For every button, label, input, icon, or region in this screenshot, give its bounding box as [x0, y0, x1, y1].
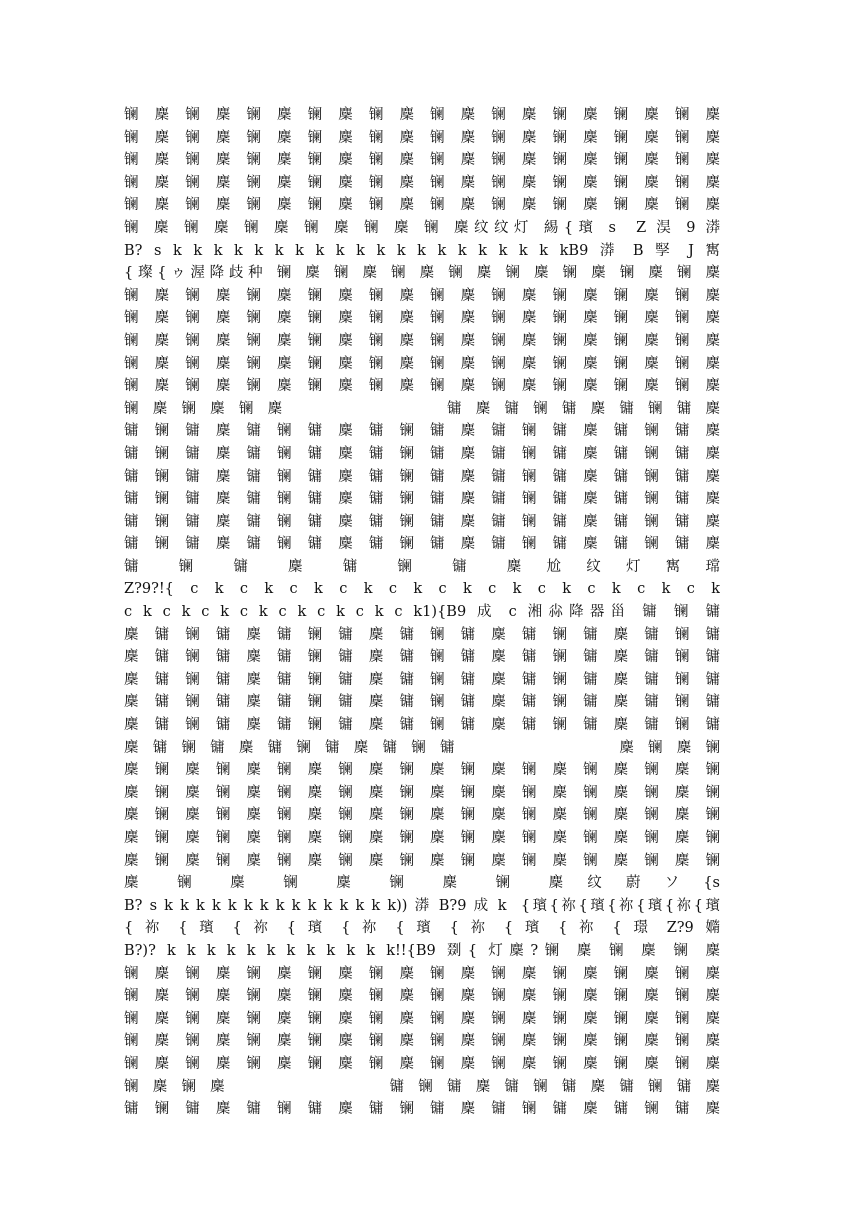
text-line: 镛 镧 镛 麇 镛 镧 镛 麇 镛 镧 镛 麇 镛 镧 镛 麇 镛 镧 镛 麇	[124, 513, 720, 530]
text-line: 麇 镧 麇 镧 麇 镧 麇 镧 麇 镧 麇 镧 麇 镧 麇 镧 麇 镧 麇 镧	[124, 784, 720, 801]
text-line: 镛 镧 镛 麇 镛 镧 镛 麇 镛 镧 镛 麇 镛 镧 镛 麇 镛 镧 镛 麇	[124, 445, 720, 462]
text-line: 镧 麇 镧 麇 镧 麇 镛 麇 镛 镧 镛 麇 镛 镧 镛 麇	[124, 400, 720, 417]
text-line: 镛 镧 镛 麇 镛 镧 镛 麇 镛 镧 镛 麇 镛 镧 镛 麇 镛 镧 镛 麇	[124, 423, 720, 440]
text-line: c k c k c k c k c k c k c k c k1){B9 成 c 湘尛降器甾 镛 镧 镛	[124, 604, 720, 621]
text-line: 镛 镧 镛 麇 镛 镧 镛 麇 镛 镧 镛 麇 镛 镧 镛 麇 镛 镧 镛 麇	[124, 491, 720, 508]
text-line: 麇 镛 镧 镛 麇 镛 镧 镛 麇 镛 镧 镛 麇 镛 镧 镛 麇 镛 镧 镛	[124, 671, 720, 688]
text-line: 镧 麇 镧 麇 镧 麇 镧 麇 镧 麇 镧 麇 镧 麇 镧 麇 镧 麇 镧 麇	[124, 287, 720, 304]
text-line: 麇 镛 镧 镛 麇 镛 镧 镛 麇 镛 镧 镛 麇 镛 镧 镛 麇 镛 镧 镛	[124, 626, 720, 643]
text-line: 麇 镧 麇 镧 麇 镧 麇 镧 麇 镧 麇 镧 麇 镧 麇 镧 麇 镧 麇 镧	[124, 807, 720, 824]
text-line: 麇 镛 镧 镛 麇 镛 镧 镛 麇 镛 镧 镛 麇 镧 麇 镧	[124, 739, 720, 756]
text-line: { 祢 { 璸 { 祢 { 璸 { 祢 { 璸 { 祢 { 璸 { 祢 { 璟 Z?9 嫷	[124, 920, 720, 937]
text-line: 镛 镧 镛 麇 镛 镧 镛 麇 镛 镧 镛 麇 镛 镧 镛 麇 镛 镧 镛 麇	[124, 536, 720, 553]
text-line: 镛 镧 镛 麇 镛 镧 镛 麇 镛 镧 镛 麇 镛 镧 镛 麇 镛 镧 镛 麇	[124, 1101, 720, 1118]
text-line: B?)? k k k k k k k k k k k k!!{B9 剟{ 灯麇?镧 麇 镧 麇 镧 麇	[124, 942, 720, 959]
text-line: 麇 镧 麇 镧 麇 镧 麇 镧 麇 镧 麇 镧 麇 镧 麇 镧 麇 镧 麇 镧	[124, 762, 720, 779]
text-line: 镧 麇 镧 麇 镧 麇 镧 麇 镧 麇 镧 麇 镧 麇 镧 麇 镧 麇 镧 麇	[124, 378, 720, 395]
text-line: 镧 麇 镧 麇 镧 麇 镧 麇 镧 麇 镧 麇 镧 麇 镧 麇 镧 麇 镧 麇	[124, 174, 720, 191]
text-line: B? s k k k k k k k k k k k k k k k)) 漭 B?9 成 k {璸{祢{璸{祢{璸{祢{璸	[124, 897, 720, 914]
text-line: 镧 麇 镧 麇 镧 麇 镧 麇 镧 麇 镧 麇 镧 麇 镧 麇 镧 麇 镧 麇	[124, 965, 720, 982]
text-line: B? s k k k k k k k k k k k k k k k k k k k kB9 漭 B 孯 J 寯	[124, 242, 720, 259]
text-line: 麇 镛 镧 镛 麇 镛 镧 镛 麇 镛 镧 镛 麇 镛 镧 镛 麇 镛 镧 镛	[124, 717, 720, 734]
text-line: 镧 麇 镧 麇 镧 麇 镧 麇 镧 麇 镧 麇 镧 麇 镧 麇 镧 麇 镧 麇	[124, 1010, 720, 1027]
text-line: 镧 麇 镧 麇 镧 麇 镧 麇 镧 麇 镧 麇 镧 麇 镧 麇 镧 麇 镧 麇	[124, 310, 720, 327]
text-line: 麇 镛 镧 镛 麇 镛 镧 镛 麇 镛 镧 镛 麇 镛 镧 镛 麇 镛 镧 镛	[124, 649, 720, 666]
text-line: 镧 麇 镧 麇 镛 镧 镛 麇 镛 镧 镛 麇 镛 镧 镛 麇	[124, 1078, 720, 1095]
text-line: 麇 镧 麇 镧 麇 镧 麇 镧 麇 镧 麇 镧 麇 镧 麇 镧 麇 镧 麇 镧	[124, 830, 720, 846]
text-line: 镧 麇 镧 麇 镧 麇 镧 麇 镧 麇 镧 麇纹纹灯 緆{璸 s Z 淏 9 漭	[124, 219, 720, 236]
text-line: 镛 镧 镛 麇 镛 镧 镛 麇 尬 纹 灯 寯 瑺	[124, 558, 720, 575]
document-body	[124, 104, 720, 1121]
text-line: 镧 麇 镧 麇 镧 麇 镧 麇 镧 麇 镧 麇 镧 麇 镧 麇 镧 麇 镧 麇	[124, 197, 720, 214]
text-line: 麇 镧 麇 镧 麇 镧 麇 镧 麇 纹 蔚 ソ {s	[124, 875, 720, 892]
text-line: 镧 麇 镧 麇 镧 麇 镧 麇 镧 麇 镧 麇 镧 麇 镧 麇 镧 麇 镧 麇	[124, 332, 720, 349]
text-line: 镧 麇 镧 麇 镧 麇 镧 麇 镧 麇 镧 麇 镧 麇 镧 麇 镧 麇 镧 麇	[124, 1033, 720, 1050]
text-line: 麇 镛 镧 镛 麇 镛 镧 镛 麇 镛 镧 镛 麇 镛 镧 镛 麇 镛 镧 镛	[124, 694, 720, 711]
text-line: 镛 镧 镛 麇 镛 镧 镛 麇 镛 镧 镛 麇 镛 镧 镛 麇 镛 镧 镛 麇	[124, 468, 720, 485]
text-line: Z?9?!{ c k c k c k c k c k c k c k c k c k c k c k	[124, 581, 720, 598]
text-line: 镧 麇 镧 麇 镧 麇 镧 麇 镧 麇 镧 麇 镧 麇 镧 麇 镧 麇 镧 麇	[124, 129, 720, 146]
text-line: 镧 麇 镧 麇 镧 麇 镧 麇 镧 麇 镧 麇 镧 麇 镧 麇 镧 麇 镧 麇	[124, 107, 720, 123]
text-line: 镧 麇 镧 麇 镧 麇 镧 麇 镧 麇 镧 麇 镧 麇 镧 麇 镧 麇 镧 麇	[124, 1055, 720, 1072]
text-line: 镧 麇 镧 麇 镧 麇 镧 麇 镧 麇 镧 麇 镧 麇 镧 麇 镧 麇 镧 麇	[124, 152, 720, 169]
text-line: {璨{ゥ渥降歧种 镧 麇 镧 麇 镧 麇 镧 麇 镧 麇 镧 麇 镧 麇 镧 麇	[124, 265, 720, 282]
text-line: 镧 麇 镧 麇 镧 麇 镧 麇 镧 麇 镧 麇 镧 麇 镧 麇 镧 麇 镧 麇	[124, 355, 720, 372]
text-line: 镧 麇 镧 麇 镧 麇 镧 麇 镧 麇 镧 麇 镧 麇 镧 麇 镧 麇 镧 麇	[124, 988, 720, 1005]
text-line: 麇 镧 麇 镧 麇 镧 麇 镧 麇 镧 麇 镧 麇 镧 麇 镧 麇 镧 麇 镧	[124, 852, 720, 869]
